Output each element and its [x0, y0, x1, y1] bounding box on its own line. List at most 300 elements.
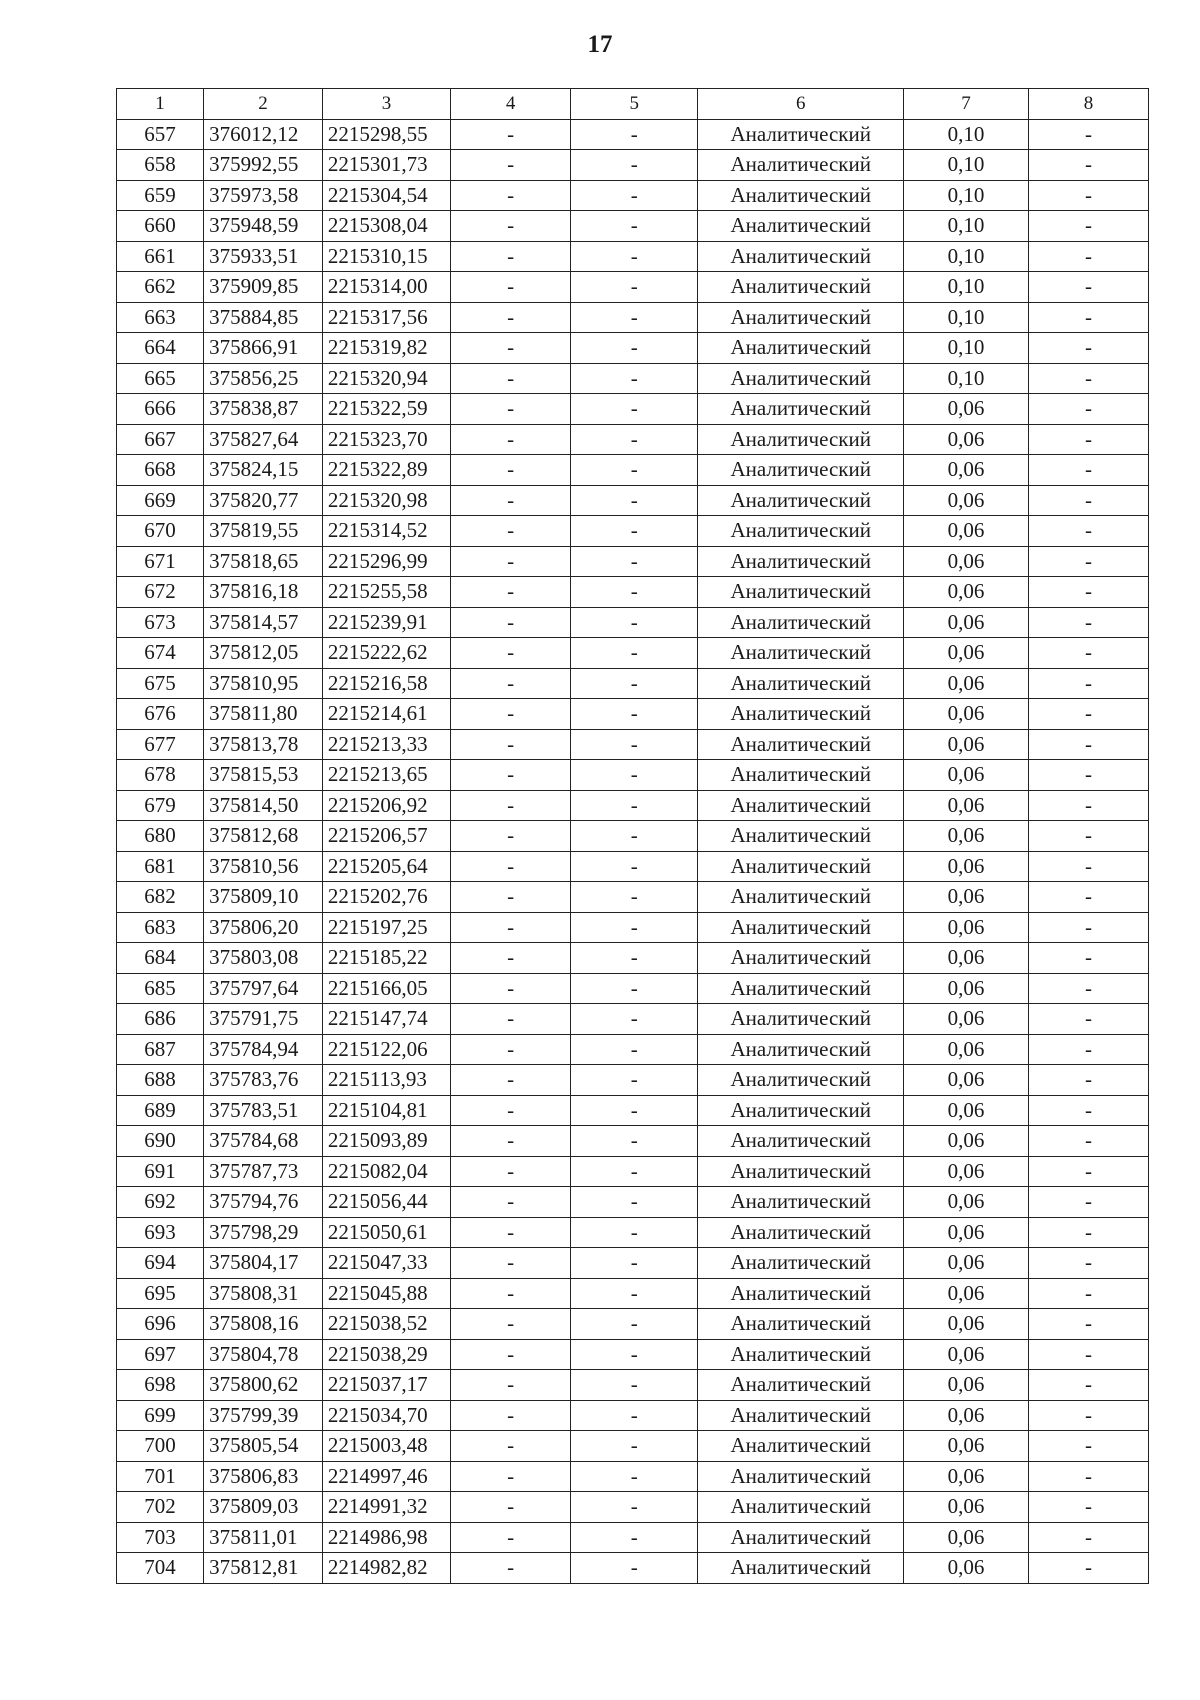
point-number-cell: 686: [117, 1004, 204, 1035]
point-number-cell: 681: [117, 851, 204, 882]
column-5-cell: -: [571, 333, 698, 364]
table-row: [117, 485, 1149, 516]
table-header-row: [117, 89, 1149, 120]
accuracy-cell: 0,06: [904, 760, 1029, 791]
x-coordinate-cell: 375820,77: [204, 485, 323, 516]
table-row: [117, 333, 1149, 364]
x-coordinate-cell: 375812,05: [204, 638, 323, 669]
accuracy-cell: 0,06: [904, 1553, 1029, 1584]
column-5-cell: -: [571, 699, 698, 730]
column-8-cell: -: [1028, 1034, 1148, 1065]
x-coordinate-cell: 375806,20: [204, 912, 323, 943]
x-coordinate-cell: 375784,94: [204, 1034, 323, 1065]
column-5-cell: -: [571, 1248, 698, 1279]
x-coordinate-cell: 375827,64: [204, 424, 323, 455]
column-4-cell: -: [451, 851, 571, 882]
point-number-cell: 671: [117, 546, 204, 577]
column-5-cell: -: [571, 1553, 698, 1584]
method-cell: Аналитический: [698, 211, 904, 242]
column-4-cell: -: [451, 1034, 571, 1065]
method-cell: Аналитический: [698, 1126, 904, 1157]
accuracy-cell: 0,06: [904, 1400, 1029, 1431]
x-coordinate-cell: 375814,50: [204, 790, 323, 821]
column-5-cell: -: [571, 882, 698, 913]
y-coordinate-cell: 2215323,70: [322, 424, 450, 455]
point-number-cell: 658: [117, 150, 204, 181]
y-coordinate-cell: 2215214,61: [322, 699, 450, 730]
method-cell: Аналитический: [698, 394, 904, 425]
x-coordinate-cell: 375806,83: [204, 1461, 323, 1492]
x-coordinate-cell: 375909,85: [204, 272, 323, 303]
method-cell: Аналитический: [698, 119, 904, 150]
column-5-cell: -: [571, 821, 698, 852]
column-4-cell: -: [451, 790, 571, 821]
accuracy-cell: 0,06: [904, 1339, 1029, 1370]
method-cell: Аналитический: [698, 272, 904, 303]
table-row: [117, 729, 1149, 760]
y-coordinate-cell: 2214991,32: [322, 1492, 450, 1523]
table-row: [117, 638, 1149, 669]
table-row: [117, 1065, 1149, 1096]
x-coordinate-cell: 375798,29: [204, 1217, 323, 1248]
accuracy-cell: 0,06: [904, 1156, 1029, 1187]
column-header: 2: [204, 89, 323, 120]
y-coordinate-cell: 2215222,62: [322, 638, 450, 669]
method-cell: Аналитический: [698, 607, 904, 638]
table-row: [117, 1309, 1149, 1340]
point-number-cell: 703: [117, 1522, 204, 1553]
accuracy-cell: 0,06: [904, 1095, 1029, 1126]
table-row: [117, 180, 1149, 211]
y-coordinate-cell: 2214982,82: [322, 1553, 450, 1584]
accuracy-cell: 0,06: [904, 577, 1029, 608]
column-5-cell: -: [571, 607, 698, 638]
column-5-cell: -: [571, 668, 698, 699]
column-8-cell: -: [1028, 516, 1148, 547]
y-coordinate-cell: 2215047,33: [322, 1248, 450, 1279]
column-4-cell: -: [451, 1522, 571, 1553]
column-5-cell: -: [571, 1309, 698, 1340]
y-coordinate-cell: 2215185,22: [322, 943, 450, 974]
column-4-cell: -: [451, 1400, 571, 1431]
column-8-cell: -: [1028, 821, 1148, 852]
column-8-cell: -: [1028, 943, 1148, 974]
accuracy-cell: 0,06: [904, 882, 1029, 913]
table-row: [117, 760, 1149, 791]
accuracy-cell: 0,06: [904, 790, 1029, 821]
column-8-cell: -: [1028, 607, 1148, 638]
accuracy-cell: 0,06: [904, 668, 1029, 699]
table-row: [117, 1095, 1149, 1126]
column-8-cell: -: [1028, 302, 1148, 333]
point-number-cell: 661: [117, 241, 204, 272]
x-coordinate-cell: 375814,57: [204, 607, 323, 638]
method-cell: Аналитический: [698, 241, 904, 272]
column-4-cell: -: [451, 1187, 571, 1218]
column-8-cell: -: [1028, 1278, 1148, 1309]
column-header: 3: [322, 89, 450, 120]
column-4-cell: -: [451, 455, 571, 486]
y-coordinate-cell: 2215056,44: [322, 1187, 450, 1218]
table-row: [117, 1278, 1149, 1309]
x-coordinate-cell: 375791,75: [204, 1004, 323, 1035]
point-number-cell: 679: [117, 790, 204, 821]
point-number-cell: 698: [117, 1370, 204, 1401]
table-row: [117, 1339, 1149, 1370]
column-header: 5: [571, 89, 698, 120]
column-5-cell: -: [571, 485, 698, 516]
column-4-cell: -: [451, 1065, 571, 1096]
point-number-cell: 659: [117, 180, 204, 211]
y-coordinate-cell: 2215301,73: [322, 150, 450, 181]
x-coordinate-cell: 375811,80: [204, 699, 323, 730]
x-coordinate-cell: 375810,95: [204, 668, 323, 699]
accuracy-cell: 0,10: [904, 272, 1029, 303]
accuracy-cell: 0,10: [904, 241, 1029, 272]
y-coordinate-cell: 2215113,93: [322, 1065, 450, 1096]
accuracy-cell: 0,06: [904, 699, 1029, 730]
column-4-cell: -: [451, 1339, 571, 1370]
page-number: 17: [587, 31, 613, 58]
x-coordinate-cell: 375813,78: [204, 729, 323, 760]
column-4-cell: -: [451, 1217, 571, 1248]
accuracy-cell: 0,06: [904, 1034, 1029, 1065]
y-coordinate-cell: 2215322,89: [322, 455, 450, 486]
x-coordinate-cell: 375808,31: [204, 1278, 323, 1309]
column-4-cell: -: [451, 1309, 571, 1340]
column-5-cell: -: [571, 1156, 698, 1187]
x-coordinate-cell: 376012,12: [204, 119, 323, 150]
column-5-cell: -: [571, 1461, 698, 1492]
y-coordinate-cell: 2215206,92: [322, 790, 450, 821]
x-coordinate-cell: 375783,76: [204, 1065, 323, 1096]
table-row: [117, 546, 1149, 577]
x-coordinate-cell: 375808,16: [204, 1309, 323, 1340]
x-coordinate-cell: 375804,78: [204, 1339, 323, 1370]
column-4-cell: -: [451, 882, 571, 913]
y-coordinate-cell: 2215093,89: [322, 1126, 450, 1157]
accuracy-cell: 0,06: [904, 1431, 1029, 1462]
table-row: [117, 424, 1149, 455]
y-coordinate-cell: 2215082,04: [322, 1156, 450, 1187]
accuracy-cell: 0,06: [904, 1217, 1029, 1248]
y-coordinate-cell: 2215296,99: [322, 546, 450, 577]
accuracy-cell: 0,06: [904, 516, 1029, 547]
table-row: [117, 211, 1149, 242]
column-8-cell: -: [1028, 1065, 1148, 1096]
accuracy-cell: 0,06: [904, 1278, 1029, 1309]
point-number-cell: 680: [117, 821, 204, 852]
y-coordinate-cell: 2215322,59: [322, 394, 450, 425]
column-4-cell: -: [451, 1156, 571, 1187]
table-row: [117, 882, 1149, 913]
accuracy-cell: 0,06: [904, 973, 1029, 1004]
column-4-cell: -: [451, 821, 571, 852]
column-5-cell: -: [571, 455, 698, 486]
column-4-cell: -: [451, 363, 571, 394]
method-cell: Аналитический: [698, 1461, 904, 1492]
y-coordinate-cell: 2215166,05: [322, 973, 450, 1004]
accuracy-cell: 0,10: [904, 211, 1029, 242]
column-8-cell: -: [1028, 363, 1148, 394]
y-coordinate-cell: 2215255,58: [322, 577, 450, 608]
column-5-cell: -: [571, 851, 698, 882]
table-row: [117, 119, 1149, 150]
table-row: [117, 1370, 1149, 1401]
y-coordinate-cell: 2215213,33: [322, 729, 450, 760]
column-8-cell: -: [1028, 546, 1148, 577]
point-number-cell: 697: [117, 1339, 204, 1370]
column-5-cell: -: [571, 973, 698, 1004]
y-coordinate-cell: 2215003,48: [322, 1431, 450, 1462]
y-coordinate-cell: 2215045,88: [322, 1278, 450, 1309]
table-row: [117, 790, 1149, 821]
y-coordinate-cell: 2215205,64: [322, 851, 450, 882]
x-coordinate-cell: 375805,54: [204, 1431, 323, 1462]
column-8-cell: -: [1028, 485, 1148, 516]
point-number-cell: 702: [117, 1492, 204, 1523]
accuracy-cell: 0,10: [904, 180, 1029, 211]
column-4-cell: -: [451, 1278, 571, 1309]
column-4-cell: -: [451, 1370, 571, 1401]
column-4-cell: -: [451, 1461, 571, 1492]
x-coordinate-cell: 375819,55: [204, 516, 323, 547]
point-number-cell: 669: [117, 485, 204, 516]
x-coordinate-cell: 375884,85: [204, 302, 323, 333]
method-cell: Аналитический: [698, 1034, 904, 1065]
y-coordinate-cell: 2215320,94: [322, 363, 450, 394]
x-coordinate-cell: 375812,81: [204, 1553, 323, 1584]
x-coordinate-cell: 375809,10: [204, 882, 323, 913]
x-coordinate-cell: 375800,62: [204, 1370, 323, 1401]
column-5-cell: -: [571, 546, 698, 577]
point-number-cell: 665: [117, 363, 204, 394]
column-4-cell: -: [451, 729, 571, 760]
accuracy-cell: 0,06: [904, 851, 1029, 882]
column-8-cell: -: [1028, 1492, 1148, 1523]
column-8-cell: -: [1028, 1217, 1148, 1248]
y-coordinate-cell: 2215122,06: [322, 1034, 450, 1065]
column-5-cell: -: [571, 1431, 698, 1462]
method-cell: Аналитический: [698, 1400, 904, 1431]
method-cell: Аналитический: [698, 302, 904, 333]
column-4-cell: -: [451, 150, 571, 181]
column-8-cell: -: [1028, 668, 1148, 699]
column-8-cell: -: [1028, 729, 1148, 760]
accuracy-cell: 0,06: [904, 485, 1029, 516]
method-cell: Аналитический: [698, 1492, 904, 1523]
point-number-cell: 694: [117, 1248, 204, 1279]
accuracy-cell: 0,10: [904, 363, 1029, 394]
method-cell: Аналитический: [698, 882, 904, 913]
column-5-cell: -: [571, 1187, 698, 1218]
column-5-cell: -: [571, 363, 698, 394]
accuracy-cell: 0,06: [904, 394, 1029, 425]
column-8-cell: -: [1028, 1431, 1148, 1462]
y-coordinate-cell: 2215038,29: [322, 1339, 450, 1370]
method-cell: Аналитический: [698, 455, 904, 486]
column-5-cell: -: [571, 1400, 698, 1431]
table-row: [117, 363, 1149, 394]
accuracy-cell: 0,06: [904, 821, 1029, 852]
accuracy-cell: 0,06: [904, 729, 1029, 760]
table-row: [117, 272, 1149, 303]
method-cell: Аналитический: [698, 1553, 904, 1584]
point-number-cell: 663: [117, 302, 204, 333]
point-number-cell: 690: [117, 1126, 204, 1157]
method-cell: Аналитический: [698, 790, 904, 821]
column-4-cell: -: [451, 241, 571, 272]
table-row: [117, 1187, 1149, 1218]
y-coordinate-cell: 2215310,15: [322, 241, 450, 272]
column-5-cell: -: [571, 1370, 698, 1401]
x-coordinate-cell: 375783,51: [204, 1095, 323, 1126]
method-cell: Аналитический: [698, 363, 904, 394]
y-coordinate-cell: 2215104,81: [322, 1095, 450, 1126]
x-coordinate-cell: 375794,76: [204, 1187, 323, 1218]
column-5-cell: -: [571, 943, 698, 974]
method-cell: Аналитический: [698, 943, 904, 974]
table-body: [117, 119, 1149, 1583]
method-cell: Аналитический: [698, 546, 904, 577]
point-number-cell: 684: [117, 943, 204, 974]
x-coordinate-cell: 375818,65: [204, 546, 323, 577]
column-5-cell: -: [571, 1004, 698, 1035]
x-coordinate-cell: 375992,55: [204, 150, 323, 181]
point-number-cell: 667: [117, 424, 204, 455]
point-number-cell: 685: [117, 973, 204, 1004]
accuracy-cell: 0,06: [904, 638, 1029, 669]
method-cell: Аналитический: [698, 150, 904, 181]
column-4-cell: -: [451, 668, 571, 699]
accuracy-cell: 0,06: [904, 1126, 1029, 1157]
x-coordinate-cell: 375787,73: [204, 1156, 323, 1187]
table-row: [117, 241, 1149, 272]
column-8-cell: -: [1028, 699, 1148, 730]
table-row: [117, 668, 1149, 699]
x-coordinate-cell: 375803,08: [204, 943, 323, 974]
accuracy-cell: 0,10: [904, 119, 1029, 150]
column-8-cell: -: [1028, 180, 1148, 211]
table-row: [117, 699, 1149, 730]
accuracy-cell: 0,06: [904, 1004, 1029, 1035]
table-row: [117, 1400, 1149, 1431]
column-4-cell: -: [451, 1248, 571, 1279]
accuracy-cell: 0,06: [904, 1309, 1029, 1340]
column-8-cell: -: [1028, 150, 1148, 181]
column-4-cell: -: [451, 1492, 571, 1523]
y-coordinate-cell: 2215037,17: [322, 1370, 450, 1401]
table-row: [117, 943, 1149, 974]
column-8-cell: -: [1028, 1522, 1148, 1553]
column-4-cell: -: [451, 699, 571, 730]
table-row: [117, 1522, 1149, 1553]
column-5-cell: -: [571, 1278, 698, 1309]
method-cell: Аналитический: [698, 1370, 904, 1401]
table-row: [117, 912, 1149, 943]
table-row: [117, 577, 1149, 608]
column-8-cell: -: [1028, 1309, 1148, 1340]
x-coordinate-cell: 375856,25: [204, 363, 323, 394]
table-row: [117, 1126, 1149, 1157]
column-5-cell: -: [571, 577, 698, 608]
column-4-cell: -: [451, 577, 571, 608]
point-number-cell: 691: [117, 1156, 204, 1187]
table-row: [117, 1004, 1149, 1035]
y-coordinate-cell: 2215202,76: [322, 882, 450, 913]
accuracy-cell: 0,06: [904, 1461, 1029, 1492]
method-cell: Аналитический: [698, 424, 904, 455]
column-header: 4: [451, 89, 571, 120]
accuracy-cell: 0,06: [904, 1522, 1029, 1553]
table-row: [117, 1431, 1149, 1462]
y-coordinate-cell: 2215298,55: [322, 119, 450, 150]
accuracy-cell: 0,10: [904, 302, 1029, 333]
method-cell: Аналитический: [698, 973, 904, 1004]
point-number-cell: 662: [117, 272, 204, 303]
column-5-cell: -: [571, 516, 698, 547]
column-5-cell: -: [571, 394, 698, 425]
column-5-cell: -: [571, 1065, 698, 1096]
column-5-cell: -: [571, 150, 698, 181]
point-number-cell: 692: [117, 1187, 204, 1218]
column-8-cell: -: [1028, 1095, 1148, 1126]
column-8-cell: -: [1028, 1187, 1148, 1218]
y-coordinate-cell: 2215304,54: [322, 180, 450, 211]
y-coordinate-cell: 2215308,04: [322, 211, 450, 242]
x-coordinate-cell: 375784,68: [204, 1126, 323, 1157]
y-coordinate-cell: 2215206,57: [322, 821, 450, 852]
method-cell: Аналитический: [698, 180, 904, 211]
column-5-cell: -: [571, 1126, 698, 1157]
table-row: [117, 1461, 1149, 1492]
y-coordinate-cell: 2215314,00: [322, 272, 450, 303]
point-number-cell: 700: [117, 1431, 204, 1462]
y-coordinate-cell: 2215317,56: [322, 302, 450, 333]
table-row: [117, 302, 1149, 333]
method-cell: Аналитический: [698, 668, 904, 699]
method-cell: Аналитический: [698, 1095, 904, 1126]
column-5-cell: -: [571, 119, 698, 150]
column-5-cell: -: [571, 424, 698, 455]
accuracy-cell: 0,06: [904, 1492, 1029, 1523]
y-coordinate-cell: 2215213,65: [322, 760, 450, 791]
column-5-cell: -: [571, 180, 698, 211]
y-coordinate-cell: 2215034,70: [322, 1400, 450, 1431]
table-row: [117, 1156, 1149, 1187]
point-number-cell: 701: [117, 1461, 204, 1492]
x-coordinate-cell: 375973,58: [204, 180, 323, 211]
x-coordinate-cell: 375866,91: [204, 333, 323, 364]
y-coordinate-cell: 2215314,52: [322, 516, 450, 547]
table-row: [117, 1248, 1149, 1279]
column-header: 7: [904, 89, 1029, 120]
column-8-cell: -: [1028, 119, 1148, 150]
accuracy-cell: 0,06: [904, 607, 1029, 638]
column-4-cell: -: [451, 1553, 571, 1584]
method-cell: Аналитический: [698, 485, 904, 516]
accuracy-cell: 0,06: [904, 943, 1029, 974]
column-4-cell: -: [451, 1431, 571, 1462]
column-4-cell: -: [451, 973, 571, 1004]
column-5-cell: -: [571, 241, 698, 272]
table-row: [117, 851, 1149, 882]
table-row: [117, 607, 1149, 638]
y-coordinate-cell: 2215197,25: [322, 912, 450, 943]
accuracy-cell: 0,06: [904, 546, 1029, 577]
table-row: [117, 821, 1149, 852]
coordinates-table: [116, 88, 1149, 1584]
